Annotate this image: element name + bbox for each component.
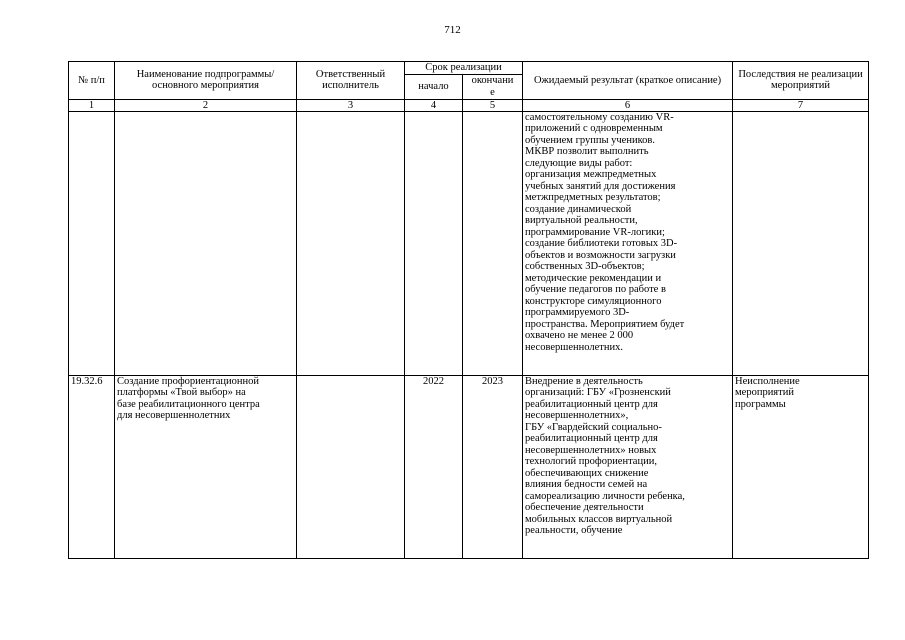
column-number: 7 bbox=[733, 99, 869, 111]
row-executor bbox=[297, 375, 405, 558]
row-name bbox=[115, 111, 297, 375]
row-number: 19.32.6 bbox=[69, 375, 115, 558]
header-end: окончани е bbox=[463, 74, 523, 99]
row-name: Создание профориентационной платформы «Твой выбор» на базе реабилитационного центра для несовершеннолетних bbox=[115, 375, 297, 558]
header-consequence: Последствия не реализации мероприятий bbox=[733, 62, 869, 100]
column-number: 1 bbox=[69, 99, 115, 111]
row-end: 2023 bbox=[463, 375, 523, 558]
row-result: Внедрение в деятельность организаций: ГБУ «Грозненский реабилитационный центр для несовершеннолетних», ГБУ «Гвардейский социально- реабилитационный центр для несовершеннолетних» новых технологий профориентации, обеспечивающих снижение влияния бедности семей на самореализацию личности ребенка, обеспечение деятельности мобильных классов виртуальной реальности, обучение bbox=[523, 375, 733, 558]
table-row bbox=[69, 375, 869, 558]
row-result: самостоятельному созданию VR- приложений с одновременным обучением группы учеников. МКВР позволит выполнить следующие виды работ: организация межпредметных учебных занятий для достижения метжпредметных результатов; создание динамической виртуальной реальности, программирование VR-логики; создание библиотеки готовых 3D- объектов и возможности загрузки собственных 3D-объектов; методические рекомендации и обучение педагогов по работе в конструкторе симуляционного программируемого 3D- пространства. Мероприятием будет охвачено не менее 2 000 несовершеннолетних. bbox=[523, 111, 733, 375]
row-number bbox=[69, 111, 115, 375]
column-number: 4 bbox=[405, 99, 463, 111]
column-number: 5 bbox=[463, 99, 523, 111]
row-consequence bbox=[733, 111, 869, 375]
column-number: 3 bbox=[297, 99, 405, 111]
table-row bbox=[69, 111, 869, 375]
page-number: 712 bbox=[444, 24, 461, 36]
header-number: № п/п bbox=[69, 62, 115, 100]
row-executor bbox=[297, 111, 405, 375]
header-start: начало bbox=[405, 74, 463, 99]
header-name: Наименование подпрограммы/ основного мероприятия bbox=[115, 62, 297, 100]
header-result: Ожидаемый результат (краткое описание) bbox=[523, 62, 733, 100]
row-start bbox=[405, 111, 463, 375]
row-start: 2022 bbox=[405, 375, 463, 558]
header-executor: Ответственный исполнитель bbox=[297, 62, 405, 100]
header-period: Срок реализации bbox=[405, 62, 523, 75]
column-numbers-row bbox=[69, 99, 869, 111]
program-table bbox=[68, 61, 869, 559]
column-number: 6 bbox=[523, 99, 733, 111]
row-end bbox=[463, 111, 523, 375]
row-consequence: Неисполнение мероприятий программы bbox=[733, 375, 869, 558]
column-number: 2 bbox=[115, 99, 297, 111]
